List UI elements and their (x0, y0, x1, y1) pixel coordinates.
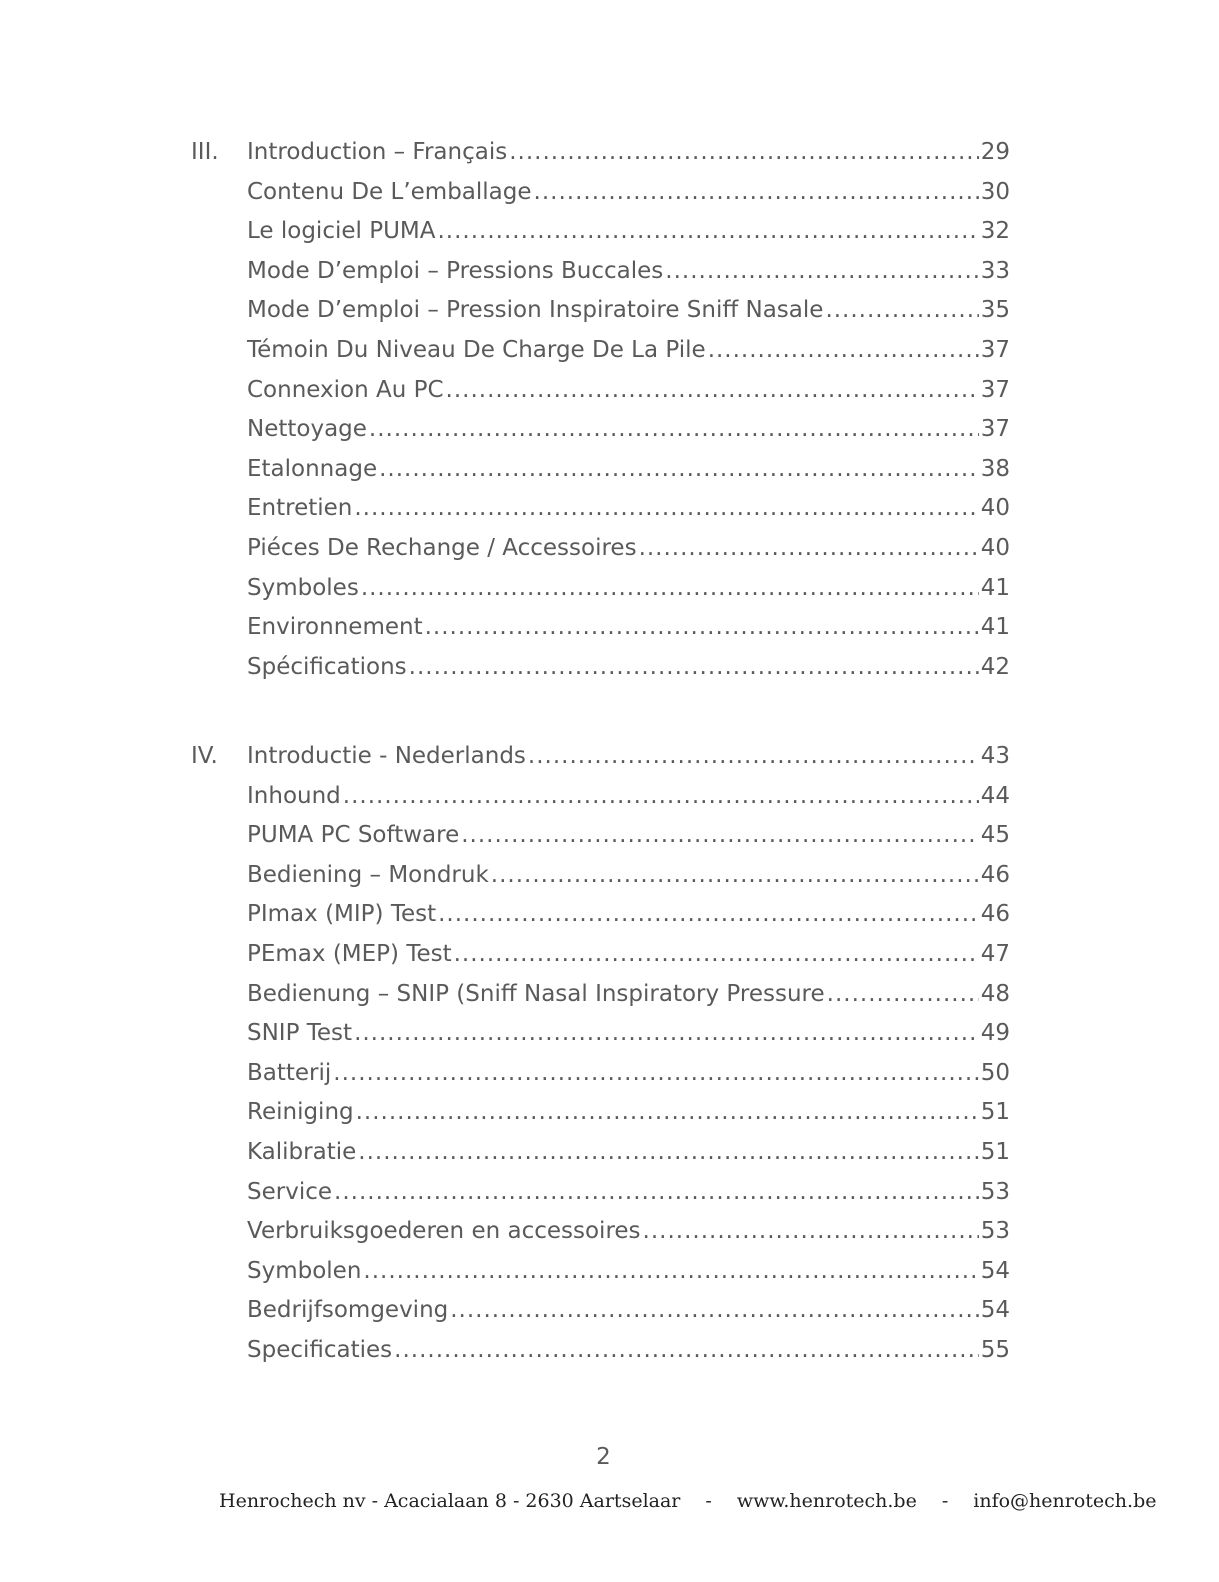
toc-entry[interactable] (191, 737, 1010, 777)
footer-separator: - (705, 1490, 712, 1512)
toc-entry-page: 35 (980, 297, 1010, 324)
toc-entry[interactable] (247, 648, 1010, 688)
toc-entry[interactable] (247, 1212, 1010, 1252)
toc-dot-leader (461, 816, 978, 856)
toc-entry[interactable] (247, 212, 1010, 252)
toc-dot-leader (450, 1291, 978, 1331)
toc-entry-page: 41 (980, 614, 1010, 641)
toc-entry[interactable] (247, 608, 1010, 648)
toc-dot-leader (708, 331, 979, 371)
toc-dot-leader (363, 1252, 978, 1292)
toc-entry-label: Contenu De L’emballage (247, 178, 532, 205)
toc-dot-leader (665, 252, 978, 292)
toc-entry[interactable] (247, 777, 1010, 817)
toc-dot-leader (334, 1173, 979, 1213)
toc-entry-page: 40 (980, 495, 1010, 522)
toc-dot-leader (446, 371, 979, 411)
toc-entry-label: Nettoyage (247, 416, 367, 443)
toc-entry[interactable] (247, 975, 1010, 1015)
toc-entry-label: Etalonnage (247, 455, 378, 482)
toc-entry[interactable] (247, 450, 1010, 490)
toc-entry[interactable] (247, 935, 1010, 975)
toc-entry-label: PImax (MIP) Test (247, 901, 437, 928)
toc-dot-leader (827, 975, 979, 1015)
toc-entry[interactable] (247, 1133, 1010, 1173)
toc-dot-leader (379, 450, 979, 490)
toc-entry[interactable] (247, 856, 1010, 896)
toc-entry-label: Le logiciel PUMA (247, 218, 436, 245)
toc-entry-label: Témoin Du Niveau De Charge De La Pile (247, 337, 706, 363)
toc-entry-page: 48 (980, 980, 1010, 1007)
toc-entry[interactable] (191, 133, 1010, 173)
toc-entry-label: Introductie - Nederlands (247, 743, 526, 769)
toc-entry-label: Bedienung – SNIP (Sniff Nasal Inspiratory Pressure (247, 980, 825, 1007)
toc-dot-leader (333, 1054, 978, 1094)
toc-entry-page: 53 (980, 1178, 1010, 1205)
toc-dot-leader (825, 291, 978, 331)
toc-dot-leader (643, 1212, 979, 1252)
toc-entry[interactable] (247, 371, 1010, 411)
toc-entry-page: 54 (980, 1257, 1010, 1284)
toc-entry-label: Symbolen (247, 1257, 362, 1284)
toc-entry[interactable] (247, 173, 1010, 213)
toc-entry[interactable] (247, 489, 1010, 529)
toc-dot-leader (491, 856, 979, 896)
toc-entry-label: Mode D’emploi – Pression Inspiratoire Sniff Nasale (247, 297, 824, 324)
toc-entry-label: Bediening – Mondruk (247, 861, 489, 888)
toc-entry-label: Kalibratie (247, 1139, 357, 1165)
toc-entry-label: Spécifications (247, 653, 407, 680)
toc-entry[interactable] (247, 410, 1010, 450)
footer (219, 1490, 1157, 1512)
toc-entry-label: Introduction – Français (247, 139, 508, 165)
toc-entry-page: 51 (980, 1139, 1010, 1165)
toc-entry-page: 37 (980, 376, 1010, 403)
toc-dot-leader (356, 1093, 979, 1133)
toc-entry-label: Batterij (247, 1059, 332, 1086)
toc-dot-leader (354, 1014, 979, 1054)
toc-entry-label: Inhound (247, 782, 341, 809)
toc-entry[interactable] (247, 1093, 1010, 1133)
toc-dot-leader (454, 935, 979, 975)
toc-entry-label: Specificaties (247, 1337, 393, 1363)
toc-entry-page: 55 (980, 1337, 1010, 1363)
toc-dot-leader (394, 1331, 979, 1371)
toc-entry-page: 38 (980, 455, 1010, 482)
toc-entry-page: 46 (980, 901, 1010, 928)
toc-entry-page: 30 (980, 178, 1010, 205)
toc-entry-label: PUMA PC Software (247, 822, 460, 849)
toc-entry-page: 37 (980, 416, 1010, 443)
toc-entry-label: Environnement (247, 614, 423, 641)
toc-dot-leader (509, 133, 979, 173)
toc-dot-leader (425, 608, 979, 648)
toc-entry-page: 45 (980, 822, 1010, 849)
toc-entry-page: 51 (980, 1099, 1010, 1126)
toc-entry-page: 33 (980, 257, 1010, 284)
footer-separator: - (941, 1490, 949, 1512)
toc-entry[interactable] (247, 1291, 1010, 1331)
toc-entry-page: 37 (980, 337, 1010, 363)
toc-entry-label: Entretien (247, 495, 353, 522)
toc-entry[interactable] (247, 529, 1010, 569)
toc-entry[interactable] (247, 1054, 1010, 1094)
toc-entry-page: 41 (980, 574, 1010, 601)
toc-entry-page: 29 (980, 139, 1010, 165)
toc-entry-label: Piéces De Rechange / Accessoires (247, 535, 637, 561)
toc-entry[interactable] (247, 816, 1010, 856)
toc-dot-leader (534, 173, 979, 213)
toc-dot-leader (361, 569, 979, 609)
toc-entry-label: Verbruiksgoederen en accessoires (247, 1218, 641, 1245)
toc-entry[interactable] (247, 1331, 1010, 1371)
footer-address: Henrochech nv - Acacialaan 8 - 2630 Aartselaar (219, 1490, 681, 1512)
toc-entry-page: 44 (980, 782, 1010, 809)
toc-dot-leader (354, 489, 978, 529)
toc-entry-page: 42 (980, 653, 1010, 680)
toc-entry-label: Connexion Au PC (247, 376, 444, 403)
toc-entry-page: 54 (980, 1297, 1010, 1324)
page-number: 2 (596, 1444, 611, 1470)
toc-entry[interactable] (247, 291, 1010, 331)
toc-entry[interactable] (247, 1173, 1010, 1213)
toc-entry[interactable] (247, 1014, 1010, 1054)
toc-entry[interactable] (247, 331, 1010, 371)
toc-entry-label: Mode D’emploi – Pressions Buccales (247, 257, 664, 284)
toc-entry-page: 46 (980, 861, 1010, 888)
toc-section-numeral: IV. (191, 743, 218, 769)
toc-dot-leader (369, 410, 979, 450)
toc-entry-page: 53 (980, 1218, 1010, 1245)
toc-entry-page: 40 (980, 535, 1010, 561)
toc-entry-page: 32 (980, 218, 1010, 245)
toc-dot-leader (639, 529, 979, 569)
footer-email-link[interactable]: info@henrotech.be (973, 1490, 1157, 1512)
toc-entry[interactable] (247, 569, 1010, 609)
toc-entry-label: Bedrijfsomgeving (247, 1297, 449, 1324)
toc-entry-page: 49 (980, 1020, 1010, 1047)
toc-entry-page: 47 (980, 941, 1010, 967)
toc-entry-label: Reiniging (247, 1099, 354, 1126)
toc-entry-page: 43 (980, 743, 1010, 769)
toc-entry-label: PEmax (MEP) Test (247, 941, 452, 967)
toc-section-numeral: III. (191, 139, 219, 165)
toc-dot-leader (409, 648, 979, 688)
toc-entry-label: Service (247, 1178, 333, 1205)
footer-website-link[interactable]: www.henrotech.be (736, 1490, 917, 1512)
toc-dot-leader (528, 737, 979, 777)
toc-entry-page: 50 (980, 1059, 1010, 1086)
toc-entry[interactable] (247, 895, 1010, 935)
toc-entry[interactable] (247, 1252, 1010, 1292)
toc-dot-leader (343, 777, 979, 817)
toc-dot-leader (438, 895, 979, 935)
toc-entry-label: Symboles (247, 574, 359, 601)
toc-entry[interactable] (247, 252, 1010, 292)
toc-dot-leader (438, 212, 979, 252)
toc-dot-leader (358, 1133, 978, 1173)
toc-entry-label: SNIP Test (247, 1020, 353, 1047)
